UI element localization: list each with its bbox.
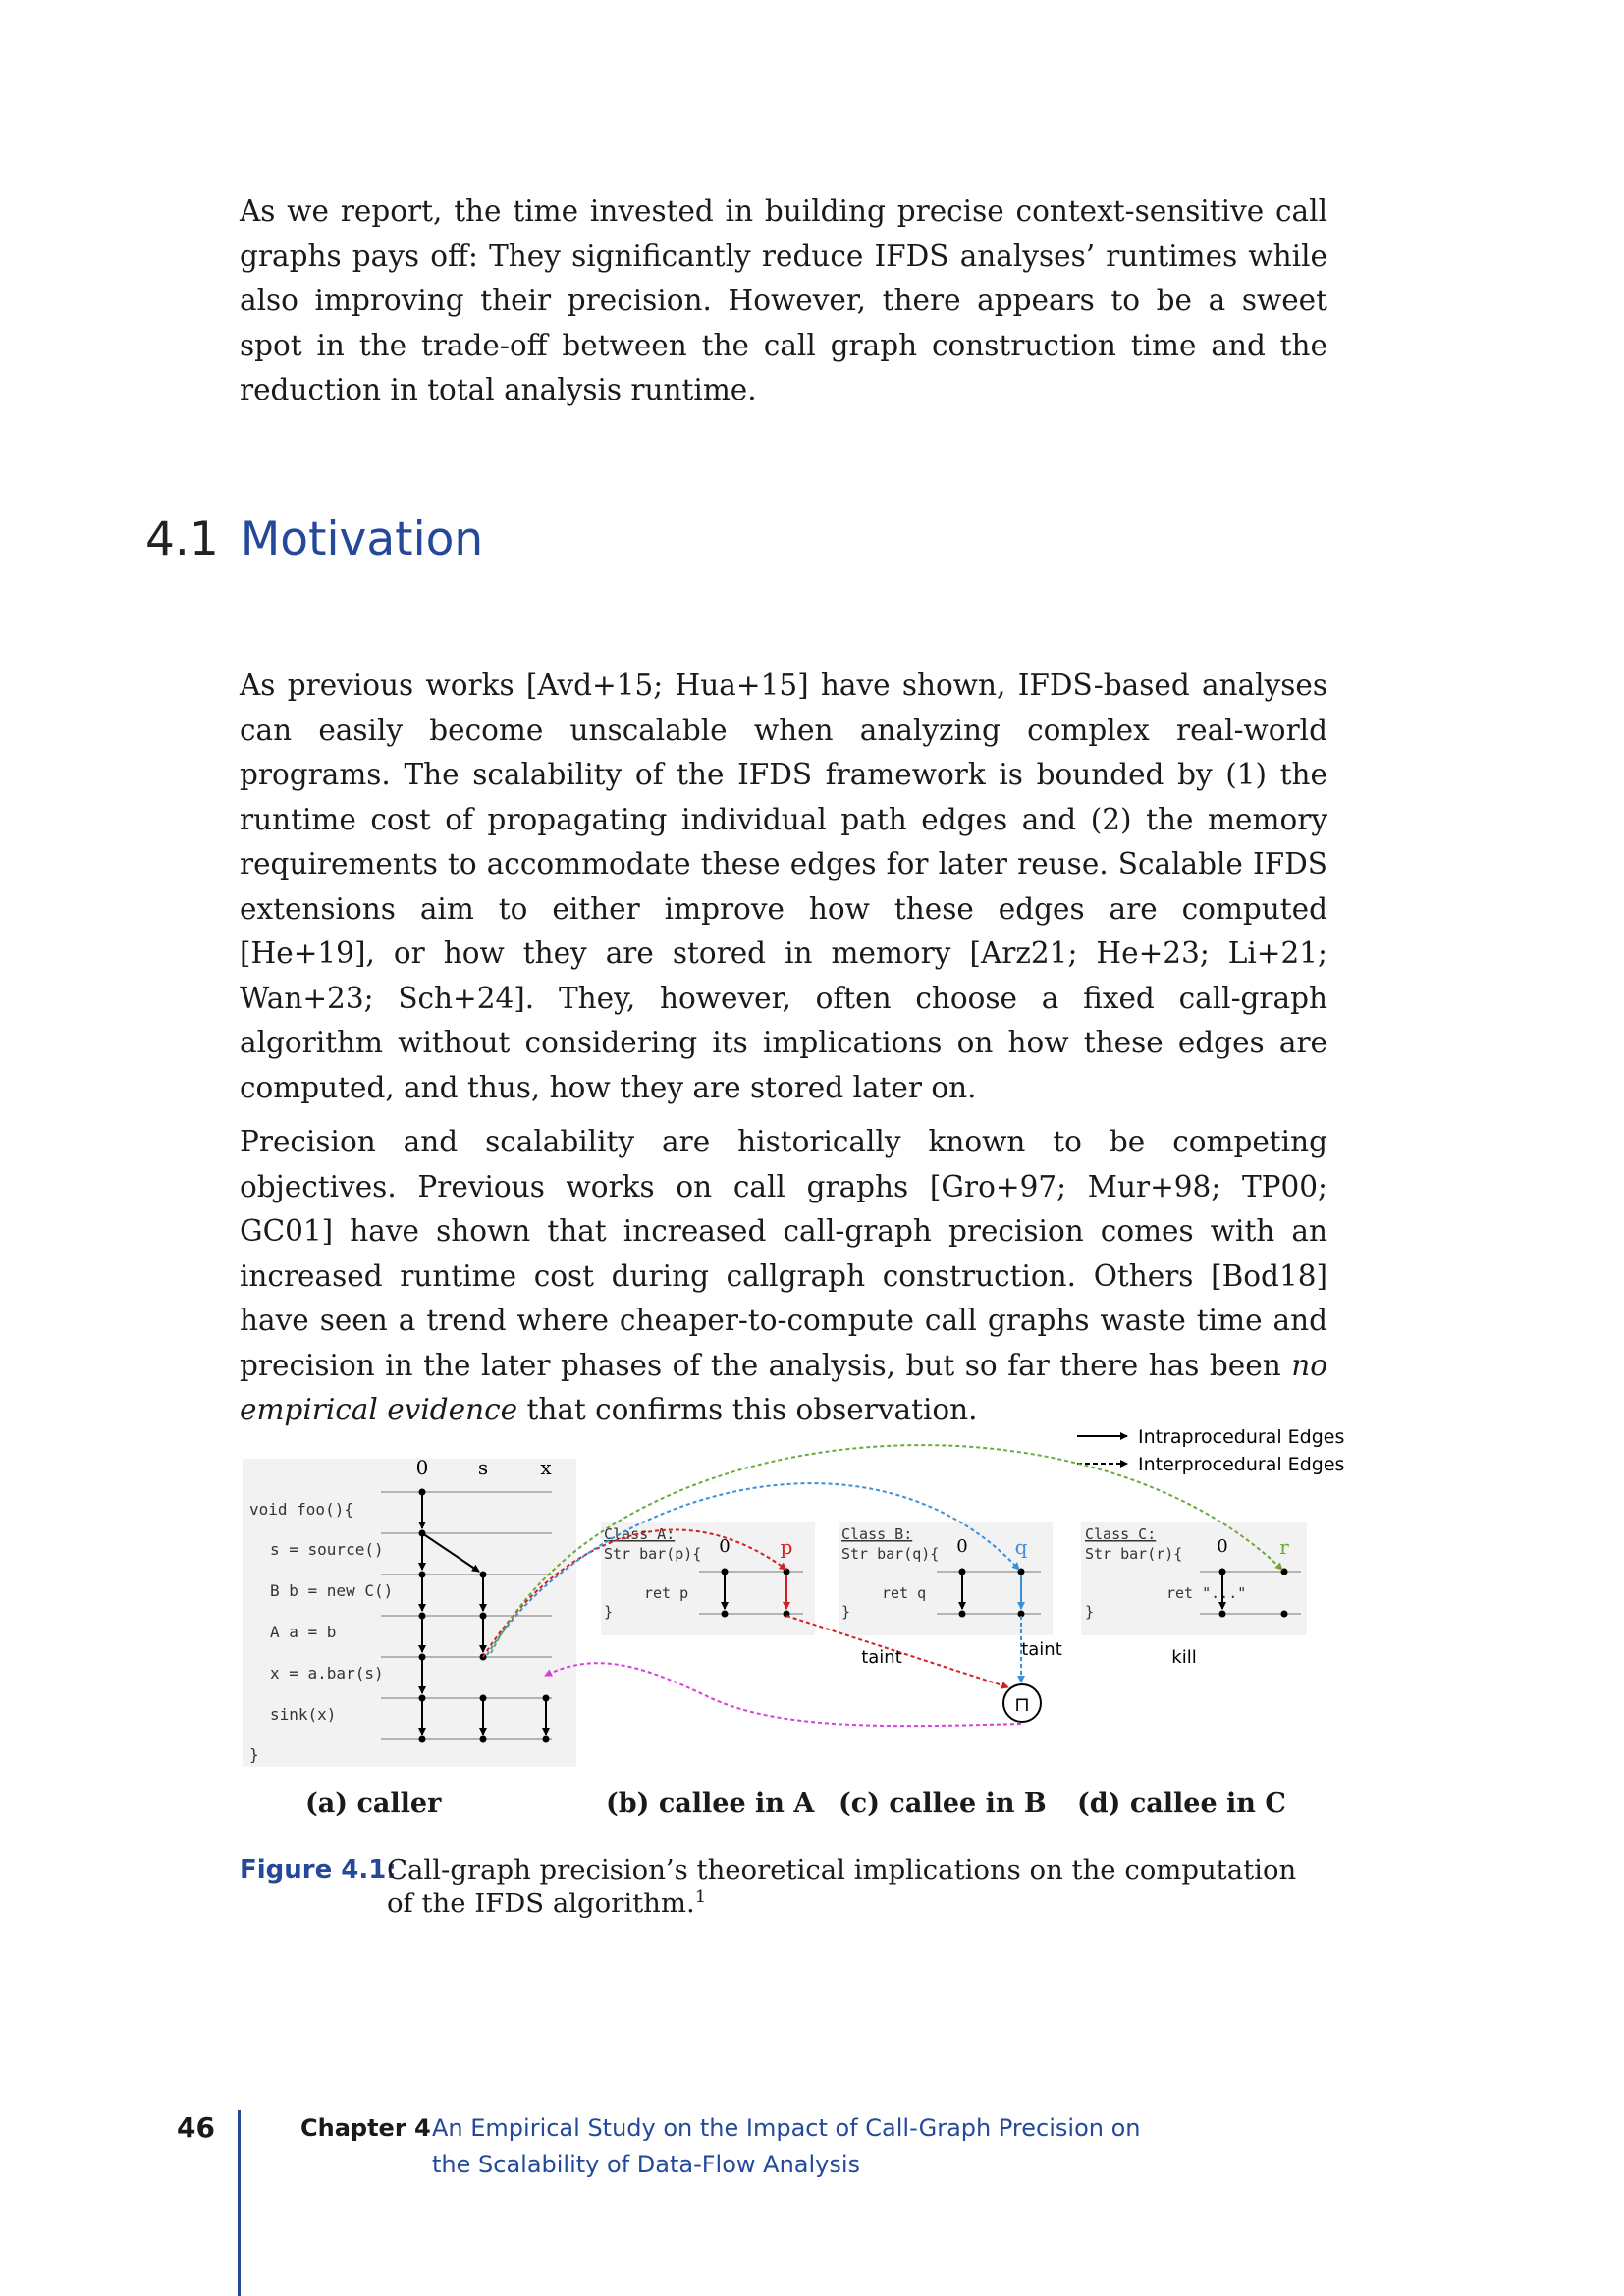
section-heading [145, 510, 483, 569]
effect-label-b: taint [1021, 1639, 1062, 1660]
code-line-4: A a = b [270, 1623, 337, 1641]
code-line-3: B b = new C() [270, 1581, 394, 1600]
caller-col-s: s [477, 1456, 489, 1479]
callee-a-param: p [780, 1535, 793, 1559]
callee-c-ret: ret "..." [1166, 1584, 1247, 1602]
chapter-label: Chapter 4 [300, 2114, 431, 2142]
section-title: Motivation [240, 512, 484, 566]
callee-a-zero: 0 [719, 1536, 731, 1557]
callee-b-ret: ret q [882, 1584, 927, 1602]
footer-rule [238, 2110, 241, 2296]
effect-label-a: taint [861, 1647, 902, 1668]
page-number: 46 [177, 2111, 215, 2144]
p2-main-text: Precision and scalability are historically known to be competing objectives. Previous works on call graphs [Gro+97; Mur+98; TP00; GC01] have shown that increased call-graph precision comes with an increased runtime cost during callgraph construction. Others [Bod18] have seen a trend where cheaper-to-compute call graphs waste time and precision in the later phases of the analysis, but so far there has been [240, 1125, 1327, 1382]
motivation-paragraph-2 [240, 1120, 1327, 1433]
effect-label-c: kill [1171, 1647, 1197, 1668]
caption-footnote-marker: 1 [694, 1886, 707, 1907]
callee-c-close: } [1085, 1603, 1095, 1621]
caption-text: Call-graph precision’s theoretical implications on the computation of the IFDS algorithm. [387, 1854, 1297, 1919]
callee-c-class: Class C: [1085, 1525, 1157, 1543]
caller-col-x: x [540, 1456, 552, 1479]
chapter-title: An Empirical Study on the Impact of Call-Graph Precision on the Scalability of Data-Flow Analysis [432, 2114, 1141, 2178]
callee-b-close: } [841, 1603, 851, 1621]
callee-c-zero: 0 [1217, 1536, 1228, 1557]
code-line-6: sink(x) [270, 1705, 337, 1724]
callee-c-param: r [1279, 1535, 1289, 1559]
caller-col-zero: 0 [415, 1456, 429, 1479]
ifds-figure [0, 1414, 1624, 1787]
motivation-paragraph-1: As previous works [Avd+15; Hua+15] have shown, IFDS-based analyses can easily become unscalable when analyzing complex real-world programs. The scalability of the IFDS framework is bounded by (1) the runtime cost of propagating individual path edges and (2) the memory requirements to accommodate these edges for later reuse. Scalable IFDS extensions aim to either improve how these edges are computed [He+19], or how they are stored in memory [Arz21; He+23; Li+21; Wan+23; Sch+24]. They, however, often choose a fixed call-graph algorithm without considering its implications on how these edges are computed, and thus, how they are stored later on. [240, 668, 1327, 1104]
figure-legend [1077, 1426, 1344, 1475]
subcaption-c: (c) callee in B [839, 1789, 1047, 1819]
code-line-5: x = a.bar(s) [270, 1664, 384, 1682]
callee-b-zero: 0 [956, 1536, 968, 1557]
merge-symbol: ⊓ [1014, 1692, 1030, 1716]
callee-a-signature: Str bar(p){ [604, 1545, 702, 1563]
callee-a-close: } [604, 1603, 614, 1621]
callee-a-class: Class A: [604, 1525, 676, 1543]
caption-label: Figure 4.1: [240, 1855, 397, 1885]
code-line-1: void foo(){ [249, 1500, 353, 1519]
callee-c-signature: Str bar(r){ [1085, 1545, 1183, 1563]
callee-a-panel [601, 1522, 815, 1635]
legend-intra-label: Intraprocedural Edges [1138, 1426, 1345, 1448]
p2-emphasis: no empirical evidence [240, 1348, 1327, 1426]
callee-c-panel [1081, 1522, 1307, 1635]
caller-panel [243, 1456, 576, 1767]
section-number: 4.1 [145, 512, 219, 566]
caption-text-block [387, 1853, 1329, 1920]
callee-b-signature: Str bar(q){ [841, 1545, 940, 1563]
intro-paragraph: As we report, the time invested in building precise context-sensitive call graphs pays off: They significantly reduce IFDS analyses’ runtimes while also improving their precision. However, there appears to be a sweet spot in the trade-off between the call graph construction time and the reduction in total analysis runtime. [240, 194, 1327, 406]
subcaption-d: (d) callee in C [1077, 1789, 1286, 1819]
code-line-2: s = source() [270, 1540, 384, 1559]
code-line-7: } [249, 1745, 259, 1764]
subcaption-b: (b) callee in A [606, 1789, 815, 1819]
return-edge-merge [545, 1663, 1021, 1726]
p2-end-text: that confirms this observation. [517, 1393, 978, 1426]
callee-b-param: q [1014, 1535, 1028, 1559]
legend-inter-label: Interprocedural Edges [1138, 1454, 1345, 1475]
callee-b-class: Class B: [841, 1525, 913, 1543]
callee-a-ret: ret p [644, 1584, 689, 1602]
subcaption-a: (a) caller [305, 1789, 442, 1819]
